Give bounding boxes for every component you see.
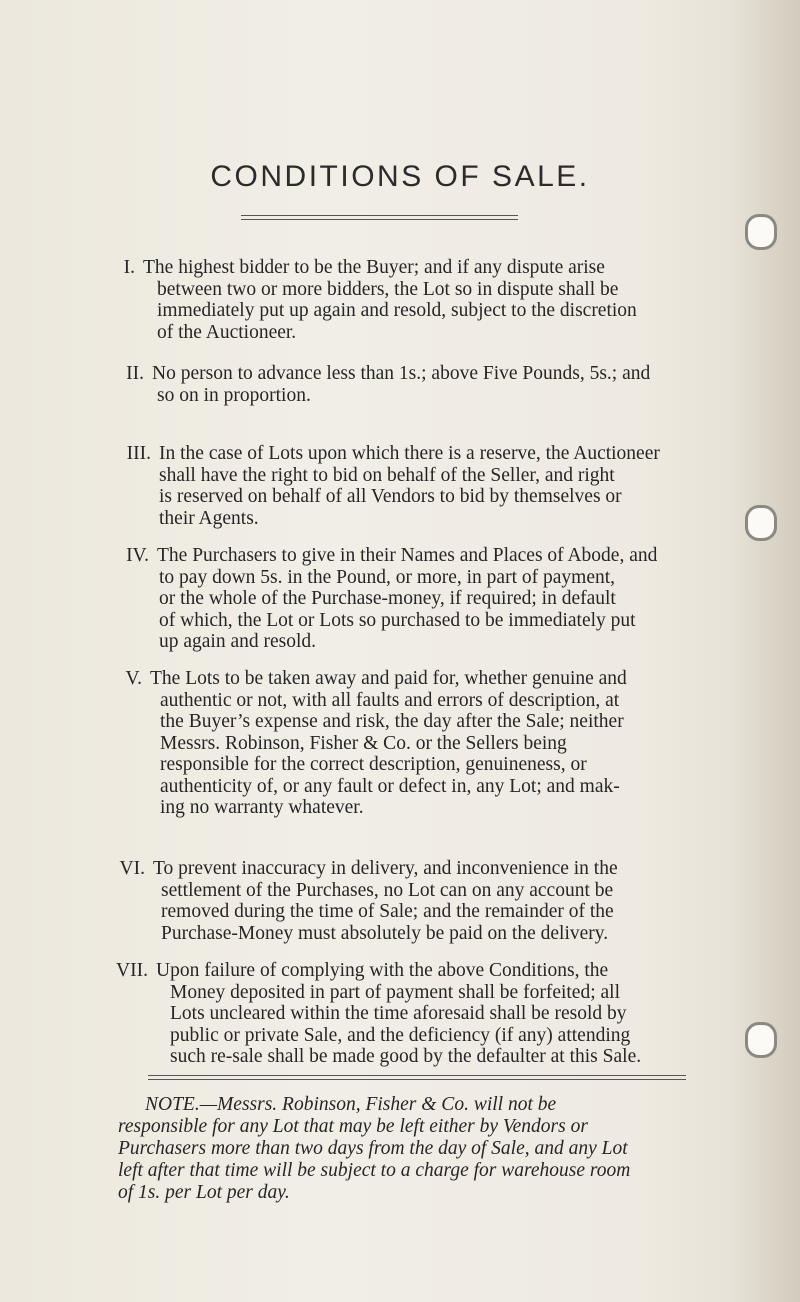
text-line: or the whole of the Purchase-money, if required; in default	[159, 588, 616, 609]
title-rule-top	[241, 215, 518, 216]
note-line: left after that time will be subject to a charge for warehouse room	[118, 1160, 631, 1181]
text-line: Purchase-Money must absolutely be paid on the delivery.	[161, 922, 609, 944]
condition-number: III.	[126, 443, 151, 464]
text-line: Upon failure of complying with the above Conditions, the	[156, 960, 609, 981]
binding-hole	[745, 214, 777, 250]
text-line: public or private Sale, and the deficiency (if any) attending	[170, 1024, 631, 1046]
page-edge-shadow	[730, 0, 800, 1302]
text-line: authentic or not, with all faults and errors of description, at	[160, 689, 620, 711]
condition-number: VI.	[119, 858, 145, 879]
text-line: the Buyer’s expense and risk, the day after the Sale; neither	[160, 711, 624, 732]
text-line: The Lots to be taken away and paid for, whether genuine and	[150, 668, 627, 689]
condition-1	[123, 257, 689, 343]
condition-6	[119, 858, 689, 944]
note-line: Purchasers more than two days from the day of Sale, and any Lot	[118, 1138, 628, 1159]
text-line: of which, the Lot or Lots so purchased to be immediately put	[159, 609, 636, 631]
condition-5	[125, 668, 689, 819]
text-line: In the case of Lots upon which there is a reserve, the Auctioneer	[159, 443, 660, 464]
note-line: of 1s. per Lot per day.	[118, 1182, 290, 1203]
condition-number: II.	[126, 363, 144, 384]
text-line: To prevent inaccuracy in delivery, and inconvenience in the	[153, 858, 618, 879]
section-rule-bottom	[148, 1079, 686, 1080]
condition-7	[116, 960, 689, 1068]
note-lead: NOTE.—Messrs. Robinson, Fisher & Co. will not be	[145, 1094, 557, 1115]
text-line: up again and resold.	[159, 631, 317, 652]
text-line: immediately put up again and resold, subject to the discretion	[157, 300, 637, 321]
text-line: authenticity of, or any fault or defect in, any Lot; and mak-	[160, 775, 620, 797]
text-line: Messrs. Robinson, Fisher & Co. or the Sellers being	[160, 732, 567, 754]
text-line: No person to advance less than 1s.; above Five Pounds, 5s.; and	[152, 363, 651, 384]
text-line: is reserved on behalf of all Vendors to bid by themselves or	[159, 486, 622, 507]
title-rule-bottom	[241, 219, 518, 220]
text-line: removed during the time of Sale; and the remainder of the	[161, 901, 614, 922]
condition-number: IV.	[126, 545, 149, 566]
text-line: shall have the right to bid on behalf of the Seller, and right	[159, 464, 615, 486]
text-line: such re-sale shall be made good by the defaulter at this Sale.	[170, 1046, 642, 1067]
condition-4	[126, 545, 689, 653]
text-line: so on in proportion.	[157, 384, 311, 406]
section-rule-top	[148, 1075, 686, 1076]
text-line: between two or more bidders, the Lot so in dispute shall be	[157, 278, 619, 300]
text-line: to pay down 5s. in the Pound, or more, in part of payment,	[159, 566, 616, 588]
text-line: Money deposited in part of payment shall be forfeited; all	[170, 981, 620, 1003]
text-line: settlement of the Purchases, no Lot can on any account be	[161, 879, 614, 901]
binding-hole	[745, 1022, 777, 1058]
page-title: CONDITIONS OF SALE.	[210, 160, 590, 193]
binding-hole	[745, 505, 777, 541]
text-line: responsible for the correct description, genuineness, or	[160, 754, 587, 775]
condition-3	[126, 443, 689, 529]
condition-number: I.	[123, 257, 135, 278]
condition-2	[126, 363, 689, 406]
text-line: The Purchasers to give in their Names and Places of Abode, and	[157, 545, 658, 566]
footnote	[118, 1094, 689, 1204]
condition-text	[143, 257, 689, 343]
note-line: responsible for any Lot that may be left either by Vendors or	[118, 1116, 588, 1137]
text-line: Lots uncleared within the time aforesaid shall be resold by	[170, 1003, 627, 1024]
condition-number: V.	[125, 668, 142, 689]
text-line: of the Auctioneer.	[157, 321, 297, 343]
text-line: their Agents.	[159, 507, 259, 529]
text-line: ing no warranty whatever.	[160, 797, 364, 818]
condition-number: VII.	[116, 960, 148, 981]
note-line	[118, 1094, 689, 1116]
text-line: The highest bidder to be the Buyer; and if any dispute arise	[143, 257, 605, 278]
